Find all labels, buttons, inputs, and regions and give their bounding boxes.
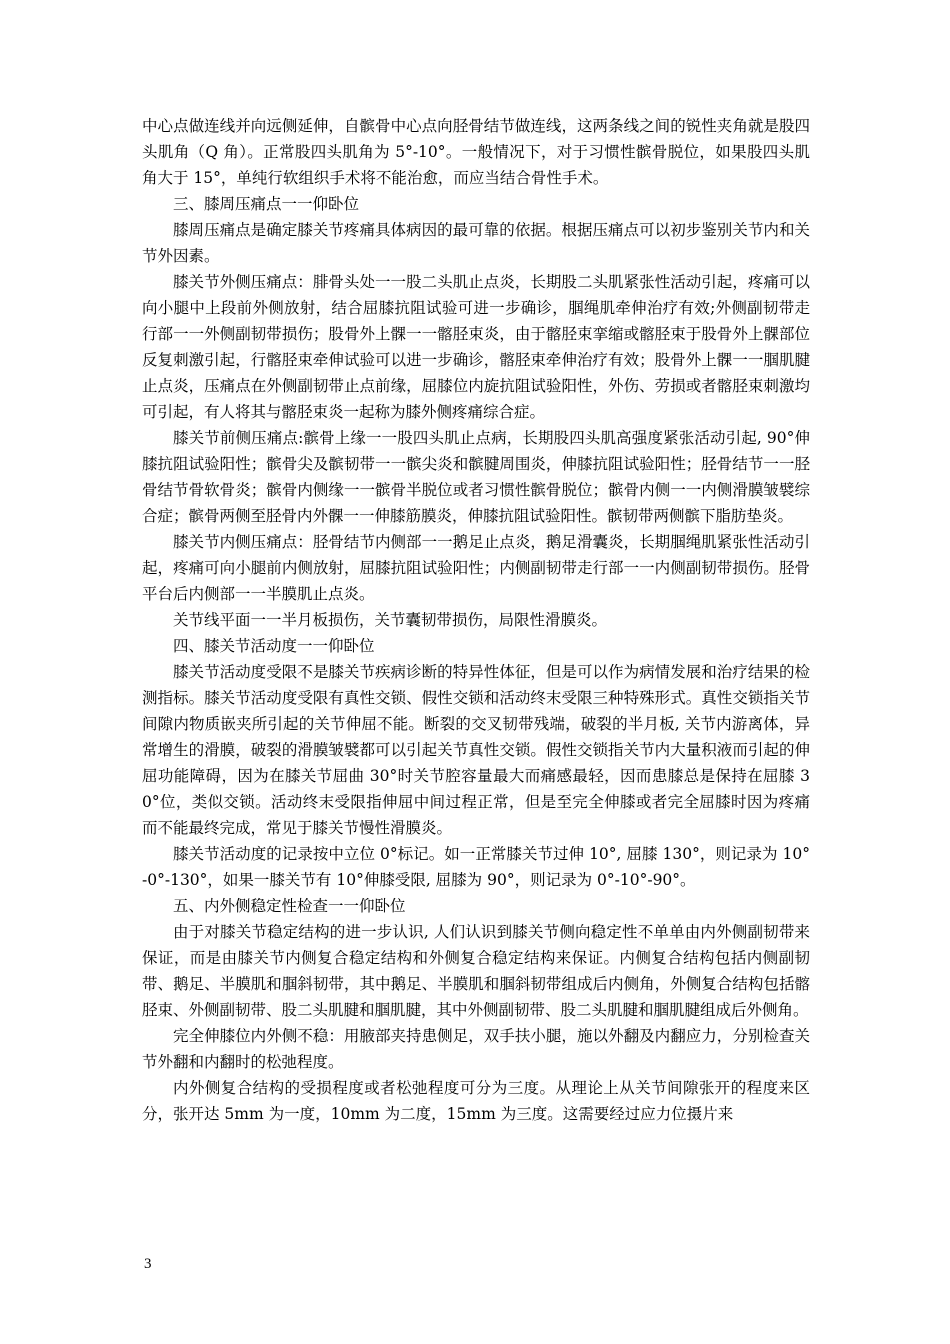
paragraph-tenderness-intro: 膝周压痛点是确定膝关节疼痛具体病因的最可靠的依据。根据压痛点可以初步鉴别关节内和关节外因素。	[142, 221, 810, 265]
paragraph-joint-line: 关节线平面一一半月板损伤，关节囊韧带损伤，局限性滑膜炎。	[173, 611, 608, 629]
paragraph-medial-tenderness: 膝关节内侧压痛点：胫骨结节内侧部一一鹅足止点炎，鹅足滑囊炎，长期腘绳肌紧张性活动引起，疼痛可向小腿前内侧放射，屈膝抗阻试验阳性；内侧副韧带走行部一一内侧副韧带损伤。胫骨平台后内侧部一一半膜肌止点炎。	[142, 533, 810, 603]
page-number: 3	[144, 1256, 152, 1272]
paragraph-q-angle: 中心点做连线并向远侧延伸，自髌骨中心点向胫骨结节做连线，这两条线之间的锐性夹角就是股四头肌角（Q 角）。正常股四头肌角为 5°-10°。一般情况下，对于习惯性髌骨脱位，如果股四头肌角大于 15°，单纯行软组织手术将不能治愈，而应当结合骨性手术。	[142, 117, 810, 187]
paragraph-range-of-motion: 膝关节活动度受限不是膝关节疾病诊断的特异性体征，但是可以作为病情发展和治疗结果的检测指标。膝关节活动度受限有真性交锁、假性交锁和活动终末受限三种特殊形式。真性交锁指关节间隙内物质嵌夹所引起的关节伸屈不能。断裂的交叉韧带残端，破裂的半月板, 关节内游离体，异常增生的滑膜，破裂的滑膜皱襞都可以引起关节真性交锁。假性交锁指关节内大量积液而引起的伸屈功能障碍，因为在膝关节屈曲 30°时关节腔容量最大而痛感最轻，因而患膝总是保持在屈膝 30°位，类似交锁。活动终末受限指伸屈中间过程正常，但是至完全伸膝或者完全屈膝时因为疼痛而不能最终完成，常见于膝关节慢性滑膜炎。	[142, 663, 810, 837]
paragraph-lateral-tenderness: 膝关节外侧压痛点：腓骨头处一一股二头肌止点炎，长期股二头肌紧张性活动引起，疼痛可以向小腿中上段前外侧放射，结合屈膝抗阻试验可进一步确诊，腘绳肌牵伸治疗有效;外侧副韧带走行部一一外侧副韧带损伤；股骨外上髁一一髂胫束炎，由于髂胫束挛缩或髂胫束于股骨外上髁部位反复刺激引起，行髂胫束牵伸试验可以进一步确诊，髂胫束牵伸治疗有效；股骨外上髁一一腘肌腱止点炎，压痛点在外侧副韧带止点前缘，屈膝位内旋抗阻试验阳性，外伤、劳损或者髂胫束刺激均可引起，有人将其与髂胫束炎一起称为膝外侧疼痛综合症。	[142, 273, 810, 421]
paragraph-full-extension-instability: 完全伸膝位内外侧不稳：用腋部夹持患侧足，双手扶小腿，施以外翻及内翻应力，分别检查关节外翻和内翻时的松弛程度。	[142, 1027, 810, 1071]
section-heading-tenderness: 三、膝周压痛点一一仰卧位	[173, 195, 360, 213]
paragraph-stability-structures: 由于对膝关节稳定结构的进一步认识, 人们认识到膝关节侧向稳定性不单单由内外侧副韧带来保证，而是由膝关节内侧复合稳定结构和外侧复合稳定结构来保证。内侧复合结构包括内侧副韧带、鹅足、半膜肌和腘斜韧带，其中鹅足、半膜肌和腘斜韧带组成后内侧角，外侧复合结构包括髂胫束、外侧副韧带、股二头肌腱和腘肌腱，其中外侧副韧带、股二头肌腱和腘肌腱组成后外侧角。	[142, 923, 810, 1019]
paragraph-anterior-tenderness: 膝关节前侧压痛点:髌骨上缘一一股四头肌止点病，长期股四头肌高强度紧张活动引起, 90°伸膝抗阻试验阳性；髌骨尖及髌韧带一一髌尖炎和髌腱周围炎，伸膝抗阻试验阳性；胫骨结节一一胫骨结节骨软骨炎；髌骨内侧缘一一髌骨半脱位或者习惯性髌骨脱位；髌骨内侧一一内侧滑膜皱襞综合症；髌骨两侧至胫骨内外髁一一伸膝筋膜炎，伸膝抗阻试验阳性。髌韧带两侧髌下脂肪垫炎。	[142, 429, 810, 525]
body-text	[142, 113, 810, 1127]
section-heading-range-of-motion: 四、膝关节活动度一一仰卧位	[173, 637, 375, 655]
paragraph-instability-grading: 内外侧复合结构的受损程度或者松弛程度可分为三度。从理论上从关节间隙张开的程度来区分，张开达 5mm 为一度，10mm 为二度，15mm 为三度。这需要经过应力位摄片来	[142, 1079, 810, 1123]
section-heading-stability: 五、内外侧稳定性检查一一仰卧位	[173, 897, 406, 915]
paragraph-rom-recording: 膝关节活动度的记录按中立位 0°标记。如一正常膝关节过伸 10°, 屈膝 130°，则记录为 10°-0°-130°，如果一膝关节有 10°伸膝受限, 屈膝为 90°，则记录为 0°-10°-90°。	[142, 845, 810, 889]
